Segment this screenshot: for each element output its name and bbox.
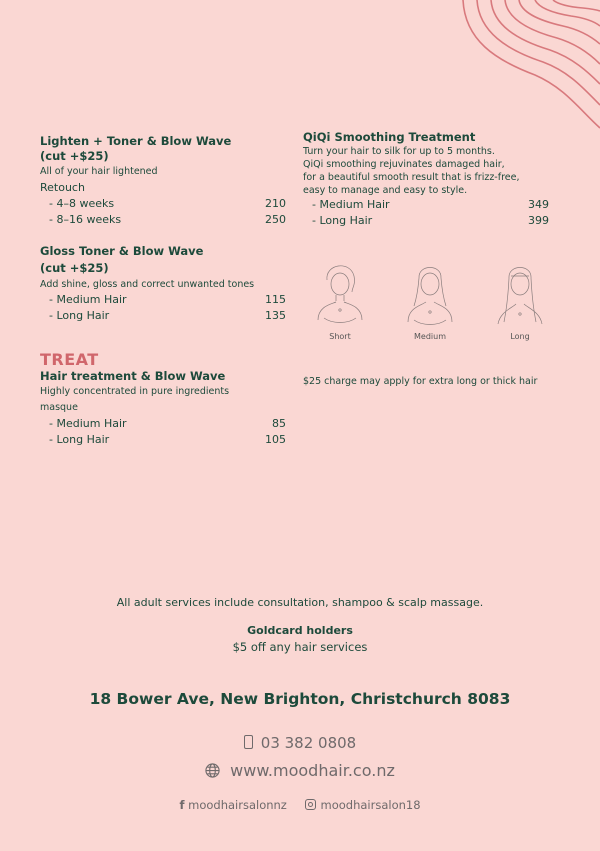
item-price: 115 xyxy=(265,293,286,306)
item-label: - Medium Hair xyxy=(49,293,127,306)
instagram-icon xyxy=(305,799,316,810)
lighten-desc: All of your hair lightened xyxy=(40,166,158,177)
goldcard-title: Goldcard holders xyxy=(247,624,353,637)
gloss-desc: Add shine, gloss and correct unwanted tones xyxy=(40,279,255,290)
medium-label: Medium xyxy=(414,332,446,341)
item-price: 210 xyxy=(265,197,286,210)
instagram-handle[interactable]: moodhairsalon18 xyxy=(320,798,421,812)
item-label: - 8–16 weeks xyxy=(49,213,122,226)
item-price: 85 xyxy=(272,417,286,430)
decorative-curves xyxy=(455,0,600,130)
goldcard-offer: $5 off any hair services xyxy=(232,640,368,654)
long-label: Long xyxy=(510,332,530,341)
medium-hair-illustration-icon xyxy=(400,258,460,328)
services-note: All adult services include consultation, shampoo & scalp massage. xyxy=(116,596,484,609)
treatment-desc: Highly concentrated in pure ingredients xyxy=(40,386,230,397)
qiqi-section xyxy=(303,130,549,229)
phone-number[interactable]: 03 382 0808 xyxy=(260,734,357,752)
item-label: - Long Hair xyxy=(49,309,110,322)
website-row xyxy=(0,761,600,780)
gloss-title: Gloss Toner & Blow Wave xyxy=(40,244,204,258)
item-label: - Long Hair xyxy=(49,433,110,446)
item-price: 105 xyxy=(265,433,286,446)
price-row xyxy=(40,196,286,212)
facebook-handle[interactable]: moodhairsalonnz xyxy=(188,798,287,812)
long-hair-illustration-icon xyxy=(490,258,550,328)
item-price: 250 xyxy=(265,213,286,226)
gloss-section xyxy=(40,244,286,324)
short-label: Short xyxy=(329,332,351,341)
phone-row xyxy=(0,734,600,752)
item-label: - Medium Hair xyxy=(312,198,390,211)
item-label: - Long Hair xyxy=(312,214,373,227)
qiqi-desc-1: Turn your hair to silk for up to 5 months. xyxy=(303,146,495,157)
qiqi-title: QiQi Smoothing Treatment xyxy=(303,130,476,144)
website-link[interactable]: www.moodhair.co.nz xyxy=(230,761,395,780)
price-row xyxy=(303,213,549,229)
treatment-title: Hair treatment & Blow Wave xyxy=(40,369,226,383)
globe-icon xyxy=(205,763,220,778)
hair-length-medium xyxy=(400,258,460,341)
short-hair-illustration-icon xyxy=(310,258,370,328)
phone-icon xyxy=(244,735,253,749)
treat-heading: TREAT xyxy=(40,350,99,369)
price-row xyxy=(40,292,286,308)
treatment-desc-2: masque xyxy=(40,402,78,413)
social-row xyxy=(0,798,600,812)
item-price: 349 xyxy=(528,198,549,211)
price-row xyxy=(40,308,286,324)
price-row xyxy=(40,212,286,228)
hair-length-short xyxy=(310,258,370,341)
lighten-title: Lighten + Toner & Blow Wave xyxy=(40,134,232,148)
item-price: 399 xyxy=(528,214,549,227)
lighten-section xyxy=(40,134,286,228)
price-row xyxy=(40,432,286,448)
price-row xyxy=(40,416,286,432)
price-row xyxy=(303,197,549,213)
address: 18 Bower Ave, New Brighton, Christchurch 8083 xyxy=(89,690,511,708)
qiqi-desc-3: for a beautiful smooth result that is frizz-free, xyxy=(303,172,520,183)
qiqi-desc-2: QiQi smoothing rejuvinates damaged hair, xyxy=(303,159,505,170)
lighten-subtitle: (cut +$25) xyxy=(40,149,109,163)
item-label: - 4–8 weeks xyxy=(49,197,115,210)
item-price: 135 xyxy=(265,309,286,322)
treat-section xyxy=(40,351,286,448)
hair-length-long xyxy=(490,258,550,341)
gloss-subtitle: (cut +$25) xyxy=(40,261,109,275)
retouch-label: Retouch xyxy=(40,181,85,194)
extra-charge-note: $25 charge may apply for extra long or thick hair xyxy=(303,376,538,387)
hair-length-illustrations xyxy=(310,258,550,341)
facebook-icon: f xyxy=(179,798,185,812)
qiqi-desc-4: easy to manage and easy to style. xyxy=(303,185,468,196)
item-label: - Medium Hair xyxy=(49,417,127,430)
